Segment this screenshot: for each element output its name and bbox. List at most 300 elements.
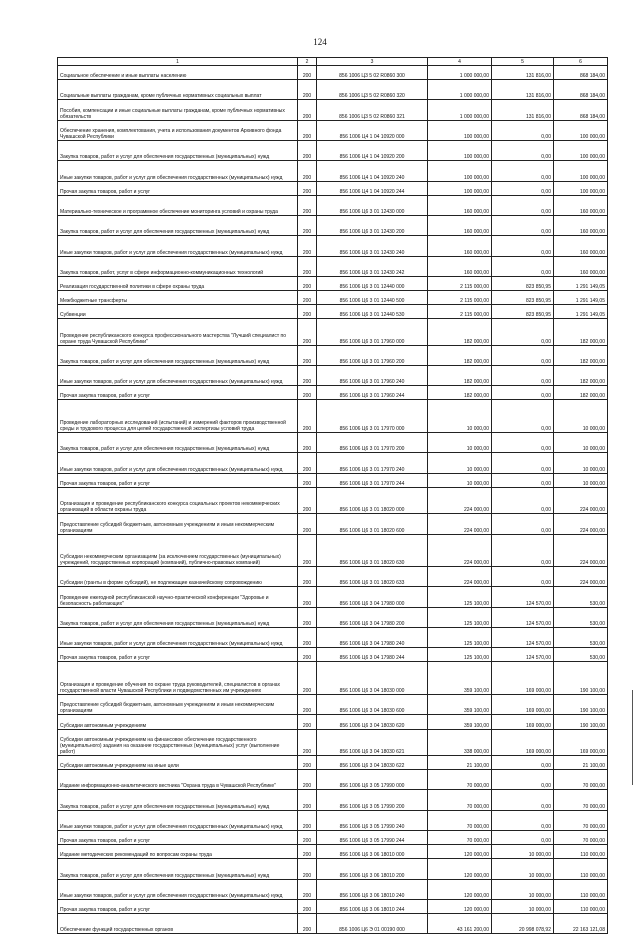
executed-amount: 0,00 — [492, 345, 554, 365]
remaining-amount: 224 000,00 — [554, 534, 608, 567]
budget-classification-code: 856 1006 Ц6 3 01 17970 200 — [317, 433, 428, 453]
table-row — [58, 845, 608, 859]
remaining-amount: 1 291 149,05 — [554, 290, 608, 304]
item-name: Прочая закупка товаров, работ и услуг — [58, 899, 298, 913]
admin-code: 200 — [298, 587, 317, 607]
budget-classification-code: 856 1006 Ц6 3 01 17970 000 — [317, 400, 428, 433]
admin-code: 200 — [298, 473, 317, 487]
remaining-amount: 110 000,00 — [554, 879, 608, 899]
admin-code: 200 — [298, 628, 317, 648]
table-row — [58, 607, 608, 627]
remaining-amount: 1 291 149,05 — [554, 305, 608, 319]
executed-amount: 0,00 — [492, 195, 554, 215]
approved-amount: 359 100,00 — [428, 662, 492, 695]
budget-classification-code: 856 1006 Ц6 3 01 12440 500 — [317, 290, 428, 304]
table-row — [58, 534, 608, 567]
table-row — [58, 256, 608, 276]
approved-amount: 10 000,00 — [428, 473, 492, 487]
approved-amount: 43 161 200,00 — [428, 913, 492, 933]
executed-amount: 823 850,95 — [492, 305, 554, 319]
budget-classification-code: 856 1006 Ц6 3 04 17980 240 — [317, 628, 428, 648]
remaining-amount: 70 000,00 — [554, 810, 608, 830]
table-row — [58, 770, 608, 790]
executed-amount: 0,00 — [492, 514, 554, 534]
admin-code: 200 — [298, 534, 317, 567]
executed-amount: 0,00 — [492, 400, 554, 433]
admin-code: 200 — [298, 433, 317, 453]
admin-code: 200 — [298, 215, 317, 235]
item-name: Социальные выплаты гражданам, кроме публичных нормативных социальных выплат — [58, 80, 298, 100]
admin-code: 200 — [298, 487, 317, 514]
budget-classification-code: 856 1006 Ц6 3 05 17990 244 — [317, 831, 428, 845]
admin-code: 200 — [298, 662, 317, 695]
item-name: Социальное обеспечение и иные выплаты населению — [58, 66, 298, 80]
executed-amount: 131 816,00 — [492, 100, 554, 120]
table-row — [58, 913, 608, 933]
executed-amount: 169 000,00 — [492, 695, 554, 715]
table-row — [58, 305, 608, 319]
table-row — [58, 181, 608, 195]
remaining-amount: 100 000,00 — [554, 181, 608, 195]
approved-amount: 125 100,00 — [428, 628, 492, 648]
remaining-amount: 160 000,00 — [554, 195, 608, 215]
item-name: Реализация государственной политики в сфере охраны труда — [58, 276, 298, 290]
item-name: Иные закупки товаров, работ и услуг для обеспечения государственных (муниципальных) нужд — [58, 365, 298, 385]
item-name: Прочая закупка товаров, работ и услуг — [58, 181, 298, 195]
executed-amount: 0,00 — [492, 453, 554, 473]
admin-code: 200 — [298, 100, 317, 120]
executed-amount: 0,00 — [492, 831, 554, 845]
budget-classification-code: 856 1006 Ц6 3 01 17960 240 — [317, 365, 428, 385]
table-row — [58, 120, 608, 140]
budget-classification-code: 856 1006 Ц6 3 04 18030 600 — [317, 695, 428, 715]
admin-code: 200 — [298, 790, 317, 810]
budget-classification-code: 856 1006 Ц6 3 01 12440 000 — [317, 276, 428, 290]
budget-table — [57, 57, 608, 934]
table-row — [58, 365, 608, 385]
remaining-amount: 169 000,00 — [554, 729, 608, 756]
page-number: 124 — [313, 37, 327, 47]
remaining-amount: 182 000,00 — [554, 365, 608, 385]
approved-amount: 10 000,00 — [428, 433, 492, 453]
table-row — [58, 756, 608, 770]
remaining-amount: 10 000,00 — [554, 453, 608, 473]
executed-amount: 0,00 — [492, 386, 554, 400]
remaining-amount: 160 000,00 — [554, 236, 608, 256]
item-name: Прочая закупка товаров, работ и услуг — [58, 386, 298, 400]
table-row — [58, 290, 608, 304]
table-row — [58, 514, 608, 534]
item-name: Иные закупки товаров, работ и услуг для обеспечения государственных (муниципальных) нужд — [58, 628, 298, 648]
approved-amount: 182 000,00 — [428, 345, 492, 365]
table-row — [58, 100, 608, 120]
executed-amount: 0,00 — [492, 770, 554, 790]
executed-amount: 0,00 — [492, 181, 554, 195]
remaining-amount: 100 000,00 — [554, 140, 608, 160]
budget-classification-code: 856 1006 Ц6 3 01 12430 200 — [317, 215, 428, 235]
admin-code: 200 — [298, 770, 317, 790]
admin-code: 200 — [298, 80, 317, 100]
budget-classification-code: 856 1006 Ц6 3 01 12440 530 — [317, 305, 428, 319]
remaining-amount: 224 000,00 — [554, 567, 608, 587]
column-header: 3 — [317, 58, 428, 66]
admin-code: 200 — [298, 386, 317, 400]
table-row — [58, 648, 608, 662]
remaining-amount: 530,00 — [554, 628, 608, 648]
executed-amount: 131 816,00 — [492, 66, 554, 80]
approved-amount: 120 000,00 — [428, 899, 492, 913]
table-header-row — [58, 58, 608, 66]
table-row — [58, 319, 608, 346]
approved-amount: 70 000,00 — [428, 810, 492, 830]
admin-code: 200 — [298, 256, 317, 276]
table-row — [58, 695, 608, 715]
approved-amount: 1 000 000,00 — [428, 66, 492, 80]
executed-amount: 0,00 — [492, 215, 554, 235]
remaining-amount: 190 100,00 — [554, 662, 608, 695]
remaining-amount: 110 000,00 — [554, 859, 608, 879]
item-name: Иные закупки товаров, работ и услуг для обеспечения государственных (муниципальных) нужд — [58, 236, 298, 256]
remaining-amount: 70 000,00 — [554, 790, 608, 810]
admin-code: 200 — [298, 453, 317, 473]
executed-amount: 0,00 — [492, 236, 554, 256]
approved-amount: 224 000,00 — [428, 534, 492, 567]
item-name: Закупка товаров, работ и услуг для обеспечения государственных (муниципальных) нужд — [58, 433, 298, 453]
table-row — [58, 473, 608, 487]
approved-amount: 160 000,00 — [428, 256, 492, 276]
admin-code: 200 — [298, 120, 317, 140]
admin-code: 200 — [298, 195, 317, 215]
table-row — [58, 810, 608, 830]
budget-classification-code: 856 1006 Ц6 3 04 18030 620 — [317, 715, 428, 729]
admin-code: 200 — [298, 181, 317, 195]
remaining-amount: 530,00 — [554, 607, 608, 627]
budget-classification-code: 856 1006 Ц3 5 02 R0860 321 — [317, 100, 428, 120]
approved-amount: 359 100,00 — [428, 715, 492, 729]
budget-classification-code: 856 1006 Ц6 3 04 17980 000 — [317, 587, 428, 607]
item-name: Закупка товаров, работ и услуг для обеспечения государственных (муниципальных) нужд — [58, 607, 298, 627]
budget-classification-code: 856 1006 Ц6 3 01 12430 000 — [317, 195, 428, 215]
budget-classification-code: 856 1006 Ц6 3 01 17960 200 — [317, 345, 428, 365]
item-name: Прочая закупка товаров, работ и услуг — [58, 648, 298, 662]
approved-amount: 182 000,00 — [428, 365, 492, 385]
approved-amount: 1 000 000,00 — [428, 100, 492, 120]
table-row — [58, 831, 608, 845]
admin-code: 200 — [298, 66, 317, 80]
item-name: Проведение ежегодной республиканской научно-практической конференции "Здоровье и безопасность работающих" — [58, 587, 298, 607]
admin-code: 200 — [298, 859, 317, 879]
budget-classification-code: 856 1006 Ц4 1 04 10920 200 — [317, 140, 428, 160]
budget-classification-code: 856 1006 Ц6 Э 01 00190 000 — [317, 913, 428, 933]
item-name: Закупка товаров, работ и услуг для обеспечения государственных (муниципальных) нужд — [58, 790, 298, 810]
item-name: Прочая закупка товаров, работ и услуг — [58, 831, 298, 845]
executed-amount: 124 570,00 — [492, 628, 554, 648]
approved-amount: 1 000 000,00 — [428, 80, 492, 100]
item-name: Прочая закупка товаров, работ и услуг — [58, 473, 298, 487]
admin-code: 200 — [298, 648, 317, 662]
remaining-amount: 182 000,00 — [554, 386, 608, 400]
item-name: Пособия, компенсации и иные социальные выплаты гражданам, кроме публичных нормативных обязательств — [58, 100, 298, 120]
remaining-amount: 100 000,00 — [554, 120, 608, 140]
budget-classification-code: 856 1006 Ц6 3 06 18010 000 — [317, 845, 428, 859]
item-name: Материально-техническое и программное обеспечение мониторинга условий и охраны труда — [58, 195, 298, 215]
budget-classification-code: 856 1006 Ц6 3 01 17960 000 — [317, 319, 428, 346]
remaining-amount: 530,00 — [554, 648, 608, 662]
table-row — [58, 879, 608, 899]
remaining-amount: 868 184,00 — [554, 66, 608, 80]
table-row — [58, 236, 608, 256]
table-row — [58, 859, 608, 879]
executed-amount: 823 850,95 — [492, 290, 554, 304]
table-row — [58, 195, 608, 215]
executed-amount: 169 000,00 — [492, 662, 554, 695]
budget-classification-code: 856 1006 Ц6 3 01 18020 600 — [317, 514, 428, 534]
executed-amount: 0,00 — [492, 487, 554, 514]
budget-classification-code: 856 1006 Ц6 3 01 18020 000 — [317, 487, 428, 514]
item-name: Закупка товаров, работ и услуг для обеспечения государственных (муниципальных) нужд — [58, 215, 298, 235]
budget-classification-code: 856 1006 Ц6 3 05 17990 200 — [317, 790, 428, 810]
table-row — [58, 729, 608, 756]
item-name: Субвенции — [58, 305, 298, 319]
table-row — [58, 662, 608, 695]
item-name: Межбюджетные трансферты — [58, 290, 298, 304]
executed-amount: 169 000,00 — [492, 715, 554, 729]
approved-amount: 70 000,00 — [428, 831, 492, 845]
budget-classification-code: 856 1006 Ц6 3 01 17970 244 — [317, 473, 428, 487]
approved-amount: 224 000,00 — [428, 487, 492, 514]
table-row — [58, 487, 608, 514]
executed-amount: 10 000,00 — [492, 879, 554, 899]
budget-classification-code: 856 1006 Ц6 3 04 18030 621 — [317, 729, 428, 756]
item-name: Издание информационно-аналитического вестника "Охрана труда в Чувашской Республике" — [58, 770, 298, 790]
approved-amount: 338 000,00 — [428, 729, 492, 756]
budget-classification-code: 856 1006 Ц4 1 04 10920 244 — [317, 181, 428, 195]
remaining-amount: 190 100,00 — [554, 715, 608, 729]
item-name: Обеспечение хранения, комплектования, учета и использования документов Архивного фонда Чувашской Республики — [58, 120, 298, 140]
item-name: Иные закупки товаров, работ и услуг для обеспечения государственных (муниципальных) нужд — [58, 810, 298, 830]
item-name: Обеспечение функций государственных органов — [58, 913, 298, 933]
executed-amount: 0,00 — [492, 120, 554, 140]
admin-code: 200 — [298, 729, 317, 756]
approved-amount: 182 000,00 — [428, 386, 492, 400]
remaining-amount: 160 000,00 — [554, 256, 608, 276]
table-row — [58, 66, 608, 80]
executed-amount: 0,00 — [492, 756, 554, 770]
remaining-amount: 22 163 121,08 — [554, 913, 608, 933]
approved-amount: 100 000,00 — [428, 181, 492, 195]
admin-code: 200 — [298, 290, 317, 304]
table-row — [58, 899, 608, 913]
budget-classification-code: 856 1006 Ц6 3 04 18030 622 — [317, 756, 428, 770]
executed-amount: 10 000,00 — [492, 859, 554, 879]
executed-amount: 0,00 — [492, 161, 554, 181]
remaining-amount: 224 000,00 — [554, 514, 608, 534]
table-row — [58, 400, 608, 433]
executed-amount: 0,00 — [492, 365, 554, 385]
executed-amount: 0,00 — [492, 534, 554, 567]
approved-amount: 100 000,00 — [428, 140, 492, 160]
approved-amount: 160 000,00 — [428, 215, 492, 235]
margin-line — [632, 690, 633, 785]
column-header: 4 — [428, 58, 492, 66]
budget-classification-code: 856 1006 Ц6 3 04 17980 200 — [317, 607, 428, 627]
item-name: Предоставление субсидий бюджетным, автономным учреждениям и иным некоммерческим организациям — [58, 695, 298, 715]
item-name: Субсидии некоммерческим организациям (за исключением государственных (муниципальных) учреждений, государственных корпораций (компаний), публично-правовых компаний) — [58, 534, 298, 567]
budget-classification-code: 856 1006 Ц6 3 04 18030 000 — [317, 662, 428, 695]
remaining-amount: 190 100,00 — [554, 695, 608, 715]
remaining-amount: 21 100,00 — [554, 756, 608, 770]
table-row — [58, 453, 608, 473]
executed-amount: 124 570,00 — [492, 607, 554, 627]
approved-amount: 70 000,00 — [428, 770, 492, 790]
admin-code: 200 — [298, 845, 317, 859]
remaining-amount: 224 000,00 — [554, 487, 608, 514]
budget-classification-code: 856 1006 Ц6 3 06 18010 240 — [317, 879, 428, 899]
item-name: Проведение лабораторных исследований (испытаний) и измерений факторов производственной среды и трудового процесса для целей государственной экспертизы условий труда — [58, 400, 298, 433]
executed-amount: 0,00 — [492, 256, 554, 276]
remaining-amount: 1 291 149,05 — [554, 276, 608, 290]
budget-classification-code: 856 1006 Ц4 1 04 10920 240 — [317, 161, 428, 181]
budget-classification-code: 856 1006 Ц3 5 02 R0860 320 — [317, 80, 428, 100]
admin-code: 200 — [298, 715, 317, 729]
approved-amount: 2 115 000,00 — [428, 290, 492, 304]
admin-code: 200 — [298, 567, 317, 587]
approved-amount: 10 000,00 — [428, 453, 492, 473]
approved-amount: 120 000,00 — [428, 879, 492, 899]
admin-code: 200 — [298, 695, 317, 715]
executed-amount: 823 850,95 — [492, 276, 554, 290]
budget-classification-code: 856 1006 Ц6 3 06 18010 244 — [317, 899, 428, 913]
approved-amount: 2 115 000,00 — [428, 305, 492, 319]
budget-classification-code: 856 1006 Ц6 3 05 17990 000 — [317, 770, 428, 790]
approved-amount: 125 100,00 — [428, 587, 492, 607]
executed-amount: 0,00 — [492, 319, 554, 346]
item-name: Субсидии автономным учреждениям — [58, 715, 298, 729]
budget-classification-code: 856 1006 Ц3 5 02 R0860 300 — [317, 66, 428, 80]
approved-amount: 120 000,00 — [428, 845, 492, 859]
executed-amount: 124 570,00 — [492, 587, 554, 607]
approved-amount: 100 000,00 — [428, 161, 492, 181]
budget-classification-code: 856 1006 Ц6 3 06 18010 200 — [317, 859, 428, 879]
item-name: Иные закупки товаров, работ и услуг для обеспечения государственных (муниципальных) нужд — [58, 453, 298, 473]
approved-amount: 224 000,00 — [428, 567, 492, 587]
approved-amount: 125 100,00 — [428, 648, 492, 662]
item-name: Закупка товаров, работ и услуг для обеспечения государственных (муниципальных) нужд — [58, 345, 298, 365]
item-name: Закупка товаров, работ, услуг в сфере информационно-коммуникационных технологий — [58, 256, 298, 276]
remaining-amount: 182 000,00 — [554, 345, 608, 365]
budget-classification-code: 856 1006 Ц6 3 04 17980 244 — [317, 648, 428, 662]
approved-amount: 125 100,00 — [428, 607, 492, 627]
remaining-amount: 10 000,00 — [554, 473, 608, 487]
budget-classification-code: 856 1006 Ц6 3 01 18020 633 — [317, 567, 428, 587]
admin-code: 200 — [298, 514, 317, 534]
admin-code: 200 — [298, 140, 317, 160]
admin-code: 200 — [298, 400, 317, 433]
executed-amount: 0,00 — [492, 790, 554, 810]
remaining-amount: 110 000,00 — [554, 899, 608, 913]
admin-code: 200 — [298, 607, 317, 627]
table-row — [58, 587, 608, 607]
admin-code: 200 — [298, 236, 317, 256]
remaining-amount: 160 000,00 — [554, 215, 608, 235]
column-header: 5 — [492, 58, 554, 66]
column-header: 6 — [554, 58, 608, 66]
approved-amount: 160 000,00 — [428, 195, 492, 215]
budget-classification-code: 856 1006 Ц6 3 01 18020 630 — [317, 534, 428, 567]
budget-classification-code: 856 1006 Ц6 3 01 17960 244 — [317, 386, 428, 400]
budget-classification-code: 856 1006 Ц6 3 01 12430 242 — [317, 256, 428, 276]
remaining-amount: 530,00 — [554, 587, 608, 607]
remaining-amount: 868 184,00 — [554, 100, 608, 120]
executed-amount: 0,00 — [492, 473, 554, 487]
approved-amount: 182 000,00 — [428, 319, 492, 346]
admin-code: 200 — [298, 831, 317, 845]
approved-amount: 21 100,00 — [428, 756, 492, 770]
executed-amount: 0,00 — [492, 810, 554, 830]
approved-amount: 70 000,00 — [428, 790, 492, 810]
approved-amount: 224 000,00 — [428, 514, 492, 534]
column-header: 2 — [298, 58, 317, 66]
table-row — [58, 567, 608, 587]
remaining-amount: 182 000,00 — [554, 319, 608, 346]
admin-code: 200 — [298, 319, 317, 346]
table-row — [58, 80, 608, 100]
admin-code: 200 — [298, 810, 317, 830]
item-name: Субсидии автономным учреждениям на иные цели — [58, 756, 298, 770]
remaining-amount: 110 000,00 — [554, 845, 608, 859]
table-row — [58, 215, 608, 235]
table-row — [58, 386, 608, 400]
budget-classification-code: 856 1006 Ц6 3 01 17970 240 — [317, 453, 428, 473]
admin-code: 200 — [298, 305, 317, 319]
remaining-amount: 70 000,00 — [554, 770, 608, 790]
executed-amount: 0,00 — [492, 140, 554, 160]
admin-code: 200 — [298, 879, 317, 899]
item-name: Предоставление субсидий бюджетным, автономным учреждениям и иным некоммерческим организациям — [58, 514, 298, 534]
approved-amount: 359 100,00 — [428, 695, 492, 715]
item-name: Организация и проведение республиканского конкурса социальных проектов некоммерческих организаций в области охраны труда — [58, 487, 298, 514]
budget-classification-code: 856 1006 Ц6 3 05 17990 240 — [317, 810, 428, 830]
approved-amount: 2 115 000,00 — [428, 276, 492, 290]
remaining-amount: 70 000,00 — [554, 831, 608, 845]
table-row — [58, 628, 608, 648]
item-name: Закупка товаров, работ и услуг для обеспечения государственных (муниципальных) нужд — [58, 859, 298, 879]
admin-code: 200 — [298, 161, 317, 181]
item-name: Иные закупки товаров, работ и услуг для обеспечения государственных (муниципальных) нужд — [58, 161, 298, 181]
remaining-amount: 10 000,00 — [554, 433, 608, 453]
executed-amount: 169 000,00 — [492, 729, 554, 756]
approved-amount: 160 000,00 — [428, 236, 492, 256]
table-row — [58, 161, 608, 181]
admin-code: 200 — [298, 756, 317, 770]
admin-code: 200 — [298, 365, 317, 385]
item-name: Организация и проведение обучения по охране труда руководителей, специалистов в органах государственной власти Чувашской Республики и подведомственных им учреждениях — [58, 662, 298, 695]
table-row — [58, 140, 608, 160]
approved-amount: 100 000,00 — [428, 120, 492, 140]
approved-amount: 120 000,00 — [428, 859, 492, 879]
column-header: 1 — [58, 58, 298, 66]
admin-code: 200 — [298, 276, 317, 290]
approved-amount: 10 000,00 — [428, 400, 492, 433]
item-name: Иные закупки товаров, работ и услуг для обеспечения государственных (муниципальных) нужд — [58, 879, 298, 899]
table-row — [58, 790, 608, 810]
item-name: Издание методических рекомендаций по вопросам охраны труда — [58, 845, 298, 859]
budget-classification-code: 856 1006 Ц6 3 01 12430 240 — [317, 236, 428, 256]
table-row — [58, 276, 608, 290]
executed-amount: 10 000,00 — [492, 845, 554, 859]
executed-amount: 131 816,00 — [492, 80, 554, 100]
item-name: Закупка товаров, работ и услуг для обеспечения государственных (муниципальных) нужд — [58, 140, 298, 160]
